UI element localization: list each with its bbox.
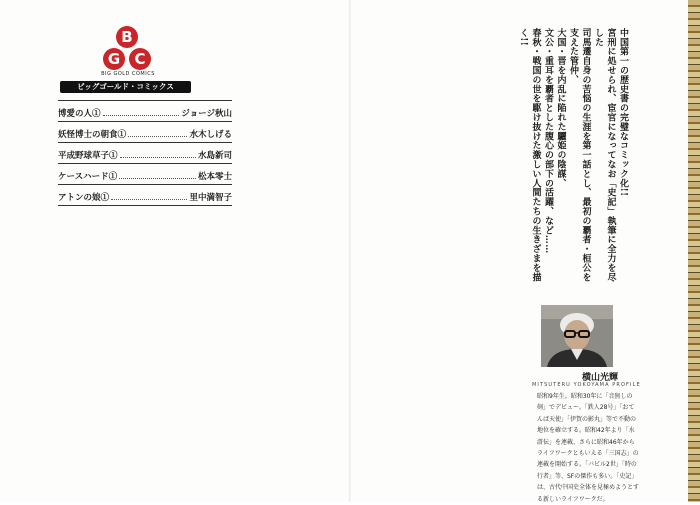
synopsis-line: 宮刑に処せられ、宦官になってなお「史記」執筆に全力を尽した [593,28,616,282]
series-banner: ビッグゴールド・コミックス [60,81,191,93]
leader-dots [120,157,196,158]
author-profile: 昭和9年生。昭和30年に「音無しの剣」でデビュー。「鉄人28号」「おてんば天使」「伊賀の影丸」等で不動の地位を確立する。昭和42年より「水滸伝」を連載、さらに昭和46年からライフワークともいえる「三国志」の連載を開始する。「バビル2世」「時の行者」等、SFの傑作も多い。「史記」は、古代中国史全体を見極めようとする新しいライフワークだ。 [537,393,640,503]
lineup-author: 水木しげる [189,130,232,140]
synopsis-vertical [518,28,629,288]
author-name: 横山光輝 [581,373,618,383]
logo-letter-b: B [121,28,133,46]
page-fold [349,0,351,502]
synopsis-line: 春秋・戦国の世を駆け抜けた激しい人間たちの生きざまを描く!! [518,28,541,282]
lineup-title: ケースハード① [58,172,118,182]
logo-letter-c: C [134,50,146,68]
lineup-item [58,122,232,143]
synopsis-line: 中国第一の歴史書の完璧なコミック化!! [618,28,628,197]
cover-edge-strip [688,0,700,502]
lineup-title: アトンの娘① [58,193,110,203]
leader-dots [119,178,196,179]
lineup-item [58,164,232,185]
logo-caption: BIG GOLD COMICS [101,71,155,77]
lineup-author: 松本零士 [197,172,232,182]
synopsis-line: 文公・重耳を覇者とした腹心の部下の活躍、など…… [543,28,553,254]
lineup-item [58,143,232,164]
lineup-list [58,100,232,206]
lineup-author: ジョージ秋山 [181,109,232,119]
lineup-author: 水島新司 [197,151,232,161]
profile-tag: MITSUTERU YOKOYAMA PROFILE [532,382,641,388]
logo-letter-g: G [107,50,121,68]
lineup-title: 平成野球草子① [58,151,118,161]
synopsis-line: 大国・晋を内乱に陥れた驪姫の陰謀、 [555,28,566,188]
synopsis-line: 司馬遷自身の苦悩の生涯を第一話とし、最初の覇者・桓公を支えた管仲、 [568,28,591,282]
leader-dots [128,136,187,137]
lineup-item [58,100,232,122]
lineup-title: 妖怪博士の朝食① [58,130,127,140]
lineup-title: 博愛の人① [58,109,101,119]
leader-dots [103,115,180,116]
author-portrait-icon [541,305,613,367]
leader-dots [111,199,187,200]
author-portrait [541,305,613,367]
lineup-author: 里中満智子 [189,193,232,203]
lineup-item [58,185,232,206]
